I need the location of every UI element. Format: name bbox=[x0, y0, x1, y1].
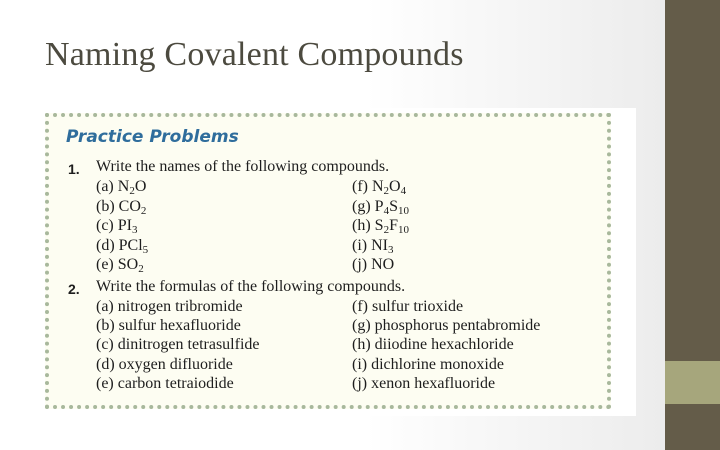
item-text: oxygen difluoride bbox=[118, 355, 233, 373]
item-letter: (f) bbox=[352, 178, 372, 195]
item-letter: (i) bbox=[352, 236, 372, 254]
item-letter: (e) bbox=[96, 374, 118, 392]
item-text: nitrogen tribromide bbox=[117, 298, 243, 315]
formula-subscript: 2 bbox=[129, 185, 135, 197]
formula-subscript: 2 bbox=[383, 224, 390, 236]
item-text: NI bbox=[371, 236, 388, 254]
item-text: CO bbox=[118, 197, 141, 215]
formula-subscript: 10 bbox=[397, 224, 409, 236]
problem-1-item-j bbox=[352, 255, 394, 274]
formula-subscript: 4 bbox=[400, 185, 407, 197]
practice-problems-heading: Practice Problems bbox=[66, 127, 239, 147]
formula-subscript: 2 bbox=[138, 263, 144, 275]
problem-2-item-d bbox=[96, 355, 233, 374]
item-letter: (f) bbox=[352, 298, 372, 315]
formula-subscript: 4 bbox=[383, 204, 390, 217]
item-letter: (j) bbox=[352, 256, 372, 273]
item-text: S bbox=[389, 197, 398, 215]
item-text: dinitrogen tetrasulfide bbox=[117, 336, 260, 354]
formula-subscript: 3 bbox=[388, 243, 394, 256]
problem-1-prompt: Write the names of the following compounds. bbox=[96, 158, 390, 175]
problem-2-item-e bbox=[96, 374, 234, 393]
item-text: phosphorus pentabromide bbox=[374, 317, 541, 335]
problem-2-item-i bbox=[352, 355, 504, 374]
problem-2-item-h bbox=[352, 335, 514, 354]
problem-1-item-e bbox=[96, 255, 144, 274]
item-text: PI bbox=[117, 217, 132, 234]
formula-subscript: 3 bbox=[132, 224, 138, 236]
problem-1-item-d bbox=[96, 236, 148, 255]
item-text: O bbox=[134, 178, 147, 195]
problem-1-number: 1. bbox=[68, 161, 80, 177]
item-text: PCl bbox=[118, 236, 143, 254]
item-letter: (g) bbox=[352, 317, 375, 335]
problem-2-item-b bbox=[96, 316, 241, 335]
formula-subscript: 2 bbox=[140, 204, 147, 217]
problem-2-prompt: Write the formulas of the following compounds. bbox=[96, 278, 406, 295]
item-letter: (c) bbox=[96, 217, 118, 234]
item-text: NO bbox=[371, 256, 395, 273]
problem-2-item-c bbox=[96, 335, 260, 354]
item-text: carbon tetraiodide bbox=[117, 374, 234, 392]
formula-subscript: 5 bbox=[142, 243, 149, 256]
item-letter: (a) bbox=[96, 298, 118, 315]
item-letter: (a) bbox=[96, 178, 118, 195]
problem-1-item-b bbox=[96, 197, 146, 216]
item-text: O bbox=[389, 178, 401, 195]
problem-1-item-i bbox=[352, 236, 394, 255]
item-text: N bbox=[117, 178, 130, 195]
problem-2-number: 2. bbox=[68, 281, 80, 297]
problem-2-item-a bbox=[96, 297, 243, 316]
problem-2-item-g bbox=[352, 316, 540, 335]
item-text: diiodine hexachloride bbox=[374, 336, 514, 354]
item-letter: (j) bbox=[352, 374, 372, 392]
item-letter: (c) bbox=[96, 336, 118, 354]
formula-subscript: 2 bbox=[383, 185, 390, 197]
item-letter: (h) bbox=[352, 336, 375, 354]
item-letter: (b) bbox=[96, 197, 119, 215]
item-text: S bbox=[374, 217, 384, 234]
item-letter: (h) bbox=[352, 217, 375, 234]
problem-1-item-f bbox=[352, 177, 406, 196]
formula-subscript: 10 bbox=[397, 204, 409, 217]
item-text: N bbox=[371, 178, 384, 195]
item-text: dichlorine monoxide bbox=[371, 355, 504, 373]
problem-2-item-f bbox=[352, 297, 463, 316]
item-text: P bbox=[374, 197, 384, 215]
item-letter: (g) bbox=[352, 197, 375, 215]
item-text: SO bbox=[117, 256, 139, 273]
item-text: sulfur hexafluoride bbox=[118, 317, 241, 335]
item-letter: (d) bbox=[96, 236, 119, 254]
sidebar-accent-band bbox=[665, 361, 720, 404]
problem-1-item-c bbox=[96, 216, 138, 235]
item-letter: (d) bbox=[96, 355, 119, 373]
item-text: sulfur trioxide bbox=[371, 298, 464, 315]
slide-title: Naming Covalent Compounds bbox=[45, 36, 464, 73]
problem-1-item-h bbox=[352, 216, 409, 235]
item-letter: (i) bbox=[352, 355, 372, 373]
item-letter: (b) bbox=[96, 317, 119, 335]
item-text: F bbox=[389, 217, 398, 234]
problem-1-item-a bbox=[96, 177, 146, 196]
item-text: xenon hexafluoride bbox=[371, 374, 496, 392]
problem-1-item-g bbox=[352, 197, 409, 216]
problem-2-item-j bbox=[352, 374, 495, 393]
item-letter: (e) bbox=[96, 256, 118, 273]
